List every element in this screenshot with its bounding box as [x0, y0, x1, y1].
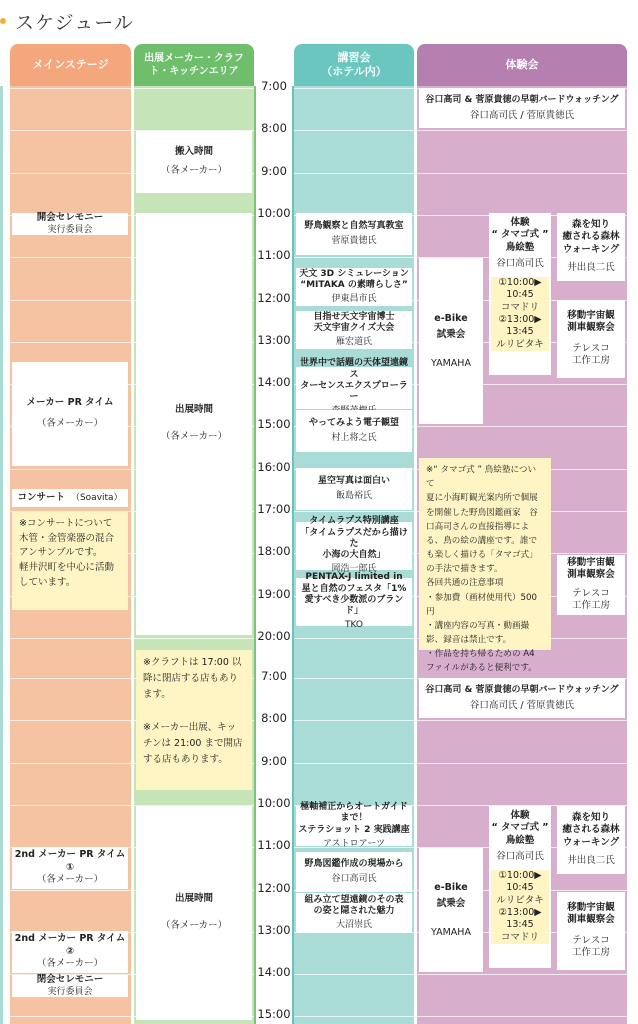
hour-line	[10, 1016, 131, 1017]
hour-line	[10, 88, 131, 89]
mobile-observatory-day2	[557, 892, 625, 970]
hour-line	[10, 638, 131, 639]
hour-line	[134, 638, 254, 639]
lecture-speaker: 岡浩一郎氏	[331, 564, 377, 575]
tamago-workshop-day1	[489, 213, 551, 375]
lecture-day1-4	[296, 358, 412, 409]
hour-line	[10, 763, 131, 764]
time-label: 17:00	[257, 502, 291, 516]
opening-sub: 実行委員会	[47, 225, 93, 236]
lecture-title: PENTAX-J limited in 星と自然のフェスタ「1% 愛すべき少数派のブランド」	[301, 572, 407, 617]
hour-line	[294, 173, 414, 174]
time-label: 19:00	[257, 586, 291, 601]
forest-1-title: 森を知り 癒される森林 ウォーキング	[562, 219, 620, 255]
hour-line	[10, 720, 131, 721]
hour-line	[294, 511, 414, 512]
hour-line	[417, 426, 627, 427]
header-lecture: 講習会 （ホテル内）	[294, 44, 414, 86]
left-edge-stripe	[0, 86, 3, 1024]
time-label: 12:00	[257, 880, 291, 895]
lecture-title: 星空写真は面白い	[317, 476, 390, 487]
pr-sub: （各メーカー）	[36, 418, 104, 429]
lecture-title: 目指せ天文宇宙博士 天文宇宙クイズ大会	[313, 311, 395, 333]
header-main-stage: メインステージ	[10, 44, 131, 86]
header-experience: 体験会	[417, 44, 627, 86]
lecture-title: やってみよう電子観望	[308, 418, 399, 429]
hour-line	[417, 1016, 627, 1017]
ebike-day2	[419, 848, 483, 972]
time-label: 18:00	[257, 544, 291, 559]
time-label: 12:00	[257, 290, 291, 305]
ebike-2-title: e-Bike 試乗会	[434, 882, 468, 909]
hour-line	[417, 763, 627, 764]
setup-title: 搬入時間	[174, 146, 213, 158]
lecture-title: 世界中で話題の天体望遠鏡ス ターセンスエクスプローラー	[299, 358, 408, 403]
setup-sub: （各メーカー）	[160, 165, 228, 176]
bird-watching-day1	[419, 88, 625, 128]
mobile-observatory-day1	[557, 300, 625, 378]
time-label: 13:00	[257, 332, 291, 347]
time-label: 20:00	[257, 628, 291, 643]
hour-line	[10, 130, 131, 131]
lecture-day1-8	[296, 572, 412, 631]
lecture-day1-3	[296, 311, 412, 349]
exhibit-time-1	[136, 213, 252, 635]
ebike-1-title: e-Bike 試乗会	[434, 313, 468, 340]
time-label: 8:00	[261, 121, 287, 136]
lecture-speaker: アストロアーツ	[322, 838, 385, 849]
time-label: 16:00	[257, 459, 291, 474]
time-label: 9:00	[261, 753, 287, 768]
pr2-2-title: 2nd メーカー PR タイム ②	[14, 932, 126, 957]
pr2-2-sub: （各メーカー）	[36, 958, 104, 970]
hour-line	[10, 678, 131, 679]
maker-pr-time	[12, 362, 128, 466]
pr-title: メーカー PR タイム	[26, 397, 114, 409]
concert-note: ※コンサートについて 木管・金管楽器の混合アンサンブルです。 軽井沢町を中心に活動しています。	[12, 512, 128, 610]
tamago-2-times: ①10:00▶ 10:45 ルリビタキ ②13:00▶ 13:45 コマドリ	[491, 870, 549, 944]
tamago-1-sub: 谷口高司氏	[496, 258, 544, 270]
exhibit-time-2	[136, 806, 252, 1020]
time-label: 14:00	[257, 375, 291, 390]
time-label: 10:00	[257, 795, 291, 810]
2nd-pr-time-2	[12, 931, 128, 973]
lecture-day1-6	[296, 468, 412, 510]
hour-line	[294, 257, 414, 258]
hour-line	[10, 469, 131, 470]
ebike-day1	[419, 258, 483, 424]
hour-line	[294, 974, 414, 975]
lecture-speaker: 飯島裕氏	[335, 490, 372, 501]
concert-sub: （Soavita）	[70, 492, 123, 503]
opening-ceremony	[12, 213, 128, 235]
tamago-workshop-day2	[489, 806, 551, 968]
time-label: 11:00	[257, 248, 291, 263]
hour-line	[10, 257, 131, 258]
pr2-1-title: 2nd メーカー PR タイム ①	[14, 848, 126, 873]
hour-line	[10, 300, 131, 301]
concert	[12, 489, 128, 507]
hour-line	[10, 173, 131, 174]
lecture-title: 天文 3D シミュレーション “MITAKA の素晴らしさ”	[299, 268, 409, 290]
opening-title: 開会セレモニー	[36, 211, 104, 223]
hour-line	[134, 88, 254, 89]
hour-line	[294, 1016, 414, 1017]
bird-watch-2-sub: 谷口高司氏 / 菅原貴徳氏	[469, 699, 575, 711]
hour-line	[294, 720, 414, 721]
exhibit-2-sub: （各メーカー）	[160, 920, 228, 931]
time-label: 10:00	[257, 205, 291, 220]
hour-line	[417, 720, 627, 721]
forest-1-sub: 井出良二氏	[567, 262, 615, 274]
hour-line	[417, 974, 627, 975]
lecture-speaker: 菅原貴徳氏	[331, 235, 377, 246]
bird-watch-1-title: 谷口高司 & 菅原貴徳の早朝バードウォッチング	[425, 94, 619, 105]
lecture-day1-1	[296, 213, 412, 255]
time-label: 8:00	[261, 711, 287, 726]
hour-line	[294, 130, 414, 131]
pr2-1-sub: （各メーカー）	[36, 874, 104, 886]
closing-sub: 実行委員会	[47, 987, 93, 998]
lecture-day2-3	[296, 893, 412, 933]
2nd-pr-time-1	[12, 847, 128, 889]
time-label: 9:00	[261, 163, 287, 178]
lecture-title: 野鳥観察と自然写真教室	[304, 221, 404, 232]
ebike-1-sub: YAMAHA	[431, 357, 471, 369]
lecture-speaker: 谷口高司氏	[331, 873, 377, 884]
hour-line	[294, 638, 414, 639]
hour-line	[294, 88, 414, 89]
lecture-day1-2	[296, 268, 412, 306]
lecture-speaker: 大沼崇氏	[335, 920, 372, 931]
bird-watch-2-title: 谷口高司 & 菅原貴徳の早朝バードウォッチング	[425, 684, 619, 695]
title-bullet-icon	[0, 18, 6, 24]
forest-walking-day1	[557, 213, 625, 281]
time-label: 15:00	[257, 1007, 291, 1022]
mobile-1-sub: テレスコ 工作工房	[571, 342, 610, 367]
tamago-2-title: 体験 “ タマゴ式 ” 鳥絵塾	[491, 810, 549, 846]
closing-ceremony	[12, 975, 128, 997]
time-label: 7:00	[261, 79, 287, 93]
lecture-title: 野鳥図鑑作成の現場から	[304, 859, 404, 870]
mobile-3-sub: テレスコ 工作工房	[571, 934, 610, 959]
lecture-title: 組み立て望遠鏡のその表 の姿と隠された魅力	[304, 894, 404, 916]
hour-line	[294, 678, 414, 679]
mobile-1-title: 移動宇宙観 測車観察会	[567, 309, 615, 334]
exhibit-1-title: 出展時間	[174, 404, 213, 416]
hour-line	[10, 805, 131, 806]
mobile-2-title: 移動宇宙観 測車観察会	[567, 556, 615, 581]
lecture-speaker: 伊東昌市氏	[331, 294, 377, 305]
lecture-title: タイムラプス特別講座 「タイムラプスだから描けた 小海の大自然」	[300, 516, 408, 561]
bird-watching-day2	[419, 678, 625, 718]
time-label: 11:00	[257, 838, 291, 853]
lecture-title: 極軸補正からオートガイドまで！ ステラショット 2 実践講座	[298, 802, 410, 835]
lecture-day1-5	[296, 410, 412, 452]
mobile-observatory-day1-evening	[557, 555, 625, 615]
time-label: 14:00	[257, 965, 291, 980]
forest-2-sub: 井出良二氏	[567, 855, 615, 867]
concert-title: コンサート	[17, 491, 65, 503]
exhibit-2-title: 出展時間	[174, 893, 213, 905]
lecture-day2-2	[296, 852, 412, 892]
lecture-speaker: 雁宏道氏	[335, 337, 372, 348]
exhibit-note: ※クラフトは 17:00 以降に閉店する店もあります。 ※メーカー出展、キッチンは 21:00 まで開店する店もあります。	[136, 650, 252, 790]
hour-line	[417, 130, 627, 131]
hour-line	[10, 890, 131, 891]
setup-time	[136, 131, 252, 193]
header-exhibit: 出展メーカー・クラフト・キッチンエリア	[134, 44, 254, 86]
lecture-day1-7	[296, 516, 412, 575]
closing-title: 閉会セレモニー	[36, 973, 104, 985]
tamago-1-title: 体験 “ タマゴ式 ” 鳥絵塾	[491, 217, 549, 253]
lecture-day2-1	[296, 802, 412, 849]
tamago-note: ※“ タマゴ式 ” 鳥絵塾について 夏に小海町観光案内所で個展を開催した野鳥図鑑画家 谷口高司さんの直接指導による、鳥の絵の講座です。誰でも楽しく描ける「タマゴ式」の手法で描きます。 各回共通の注意事項 ・参加費（画材使用代）500 円 ・講座内容の写真・動画撮影、録音は禁止です。 ・作品を持ち帰るための A4 ファイルがあると便利です。	[419, 458, 551, 650]
time-label: 7:00	[261, 669, 287, 683]
page-title: スケジュール	[15, 12, 134, 34]
bird-watch-1-sub: 谷口高司氏 / 菅原貴徳氏	[469, 109, 575, 121]
lecture-speaker: 村上将之氏	[331, 432, 377, 443]
exhibit-1-sub: （各メーカー）	[160, 431, 228, 442]
hour-line	[294, 763, 414, 764]
hour-line	[10, 342, 131, 343]
tamago-2-sub: 谷口高司氏	[496, 851, 544, 863]
hour-line	[417, 173, 627, 174]
ebike-2-sub: YAMAHA	[431, 926, 471, 938]
tamago-1-times: ①10:00▶ 10:45 コマドリ ②13:00▶ 13:45 ルリビタキ	[491, 277, 549, 351]
time-label: 15:00	[257, 417, 291, 432]
time-label: 13:00	[257, 922, 291, 937]
mobile-3-title: 移動宇宙観 測車観察会	[567, 901, 615, 926]
lecture-speaker: TKO	[345, 620, 363, 631]
forest-walking-day2	[557, 806, 625, 874]
forest-2-title: 森を知り 癒される森林 ウォーキング	[562, 812, 620, 848]
mobile-2-sub: テレスコ 工作工房	[571, 587, 610, 612]
